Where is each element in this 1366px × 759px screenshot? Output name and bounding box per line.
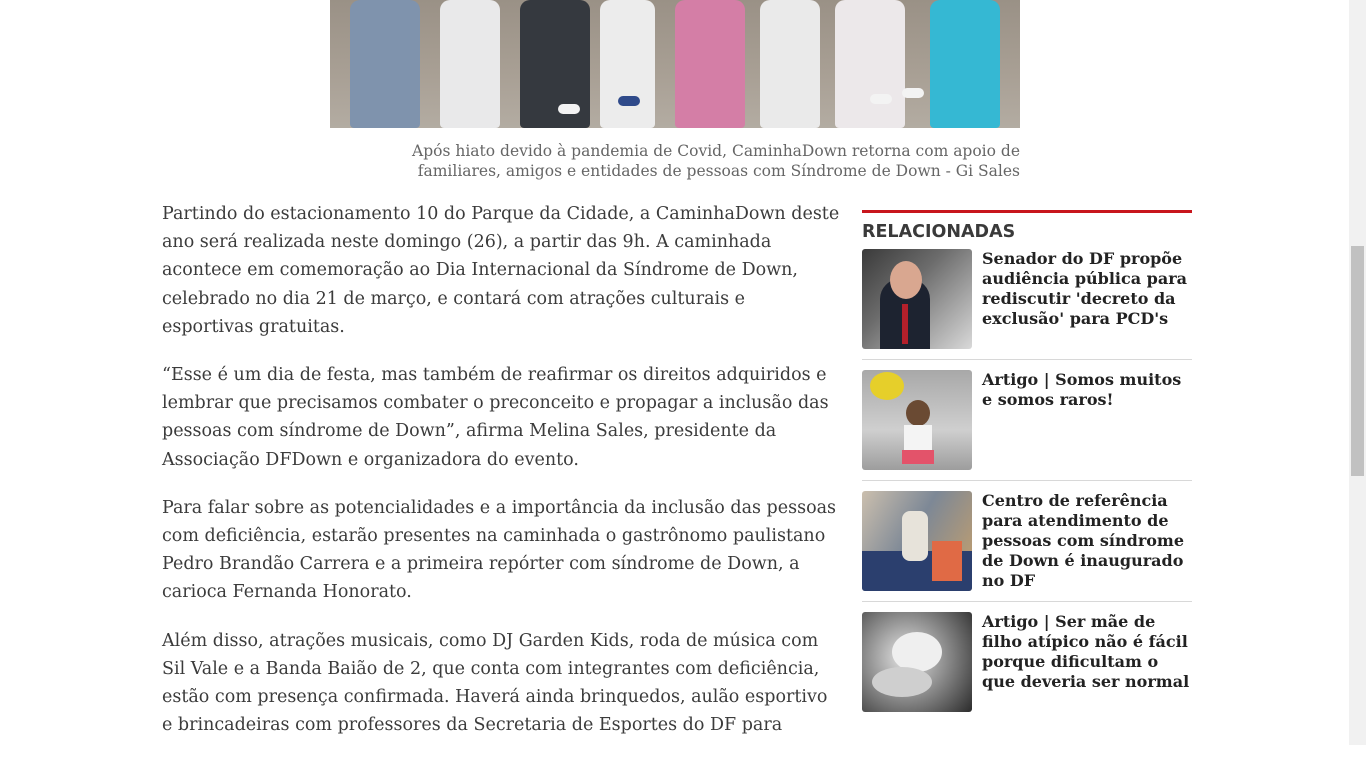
photo-figure bbox=[760, 0, 820, 128]
related-thumbnail[interactable] bbox=[862, 370, 972, 470]
related-item[interactable] bbox=[862, 612, 1192, 722]
related-item[interactable] bbox=[862, 370, 1192, 481]
related-item-title[interactable]: Artigo | Somos muitos e somos raros! bbox=[982, 370, 1182, 409]
article-paragraph: Para falar sobre as potencialidades e a importância da inclusão das pessoas com deficiência, estarão presentes na caminhada o gastrônomo paulistano Pedro Brandão Carrera e a primeira repórter com síndrome de Down, a carioca Fernanda Honorato. bbox=[162, 497, 837, 603]
photo-figure bbox=[835, 0, 905, 128]
photo-figure bbox=[930, 0, 1000, 128]
photo-detail bbox=[558, 104, 580, 114]
section-divider bbox=[862, 210, 1192, 213]
related-item[interactable] bbox=[862, 491, 1192, 602]
related-thumbnail[interactable] bbox=[862, 491, 972, 591]
caption-line: Após hiato devido à pandemia de Covid, CaminhaDown retorna com apoio de bbox=[412, 142, 1020, 160]
photo-detail bbox=[870, 94, 892, 104]
related-thumbnail[interactable] bbox=[862, 249, 972, 349]
photo-figure bbox=[440, 0, 500, 128]
scrollbar-thumb[interactable] bbox=[1351, 246, 1364, 476]
article-paragraph: Partindo do estacionamento 10 do Parque da Cidade, a CaminhaDown deste ano será realizada neste domingo (26), a partir das 9h. A caminhada acontece em comemoração ao Dia Internacional da Síndrome de Down, celebrado no dia 21 de março, e contará com atrações culturais e esportivas gratuitas. bbox=[162, 204, 840, 337]
related-thumbnail[interactable] bbox=[862, 612, 972, 712]
image-caption bbox=[330, 141, 1020, 181]
photo-figure bbox=[600, 0, 655, 128]
related-item[interactable] bbox=[862, 249, 1192, 360]
article-hero-image bbox=[330, 0, 1020, 128]
related-item-title[interactable]: Artigo | Ser mãe de filho atípico não é fácil porque dificultam o que deveria ser normal bbox=[982, 612, 1190, 691]
photo-detail bbox=[902, 88, 924, 98]
photo-figure bbox=[350, 0, 420, 128]
related-sidebar bbox=[862, 210, 1192, 732]
page-scrollbar[interactable] bbox=[1349, 0, 1366, 745]
article-paragraph: Além disso, atrações musicais, como DJ Garden Kids, roda de música com Sil Vale e a Banda Baião de 2, que conta com integrantes com deficiência, estão com presença confirmada. Haverá ainda brinquedos, aulão esportivo e brincadeiras com professores da Secretaria de Esportes do DF para bbox=[162, 630, 828, 736]
caption-line: familiares, amigos e entidades de pessoas com Síndrome de Down - Gi Sales bbox=[417, 162, 1020, 180]
article-body bbox=[162, 200, 840, 759]
related-item-title[interactable]: Centro de referência para atendimento de pessoas com síndrome de Down é inaugurado no DF bbox=[982, 491, 1185, 590]
photo-detail bbox=[618, 96, 640, 106]
related-item-title[interactable]: Senador do DF propõe audiência pública para rediscutir 'decreto da exclusão' para PCD's bbox=[982, 249, 1188, 328]
related-heading: RELACIONADAS bbox=[862, 222, 1016, 242]
article-paragraph: “Esse é um dia de festa, mas também de reafirmar os direitos adquiridos e lembrar que precisamos combater o preconceito e propagar a inclusão das pessoas com síndrome de Down”, afirma Melina Sales, presidente da Associação DFDown e organizadora do evento. bbox=[162, 365, 829, 470]
photo-figure bbox=[675, 0, 745, 128]
